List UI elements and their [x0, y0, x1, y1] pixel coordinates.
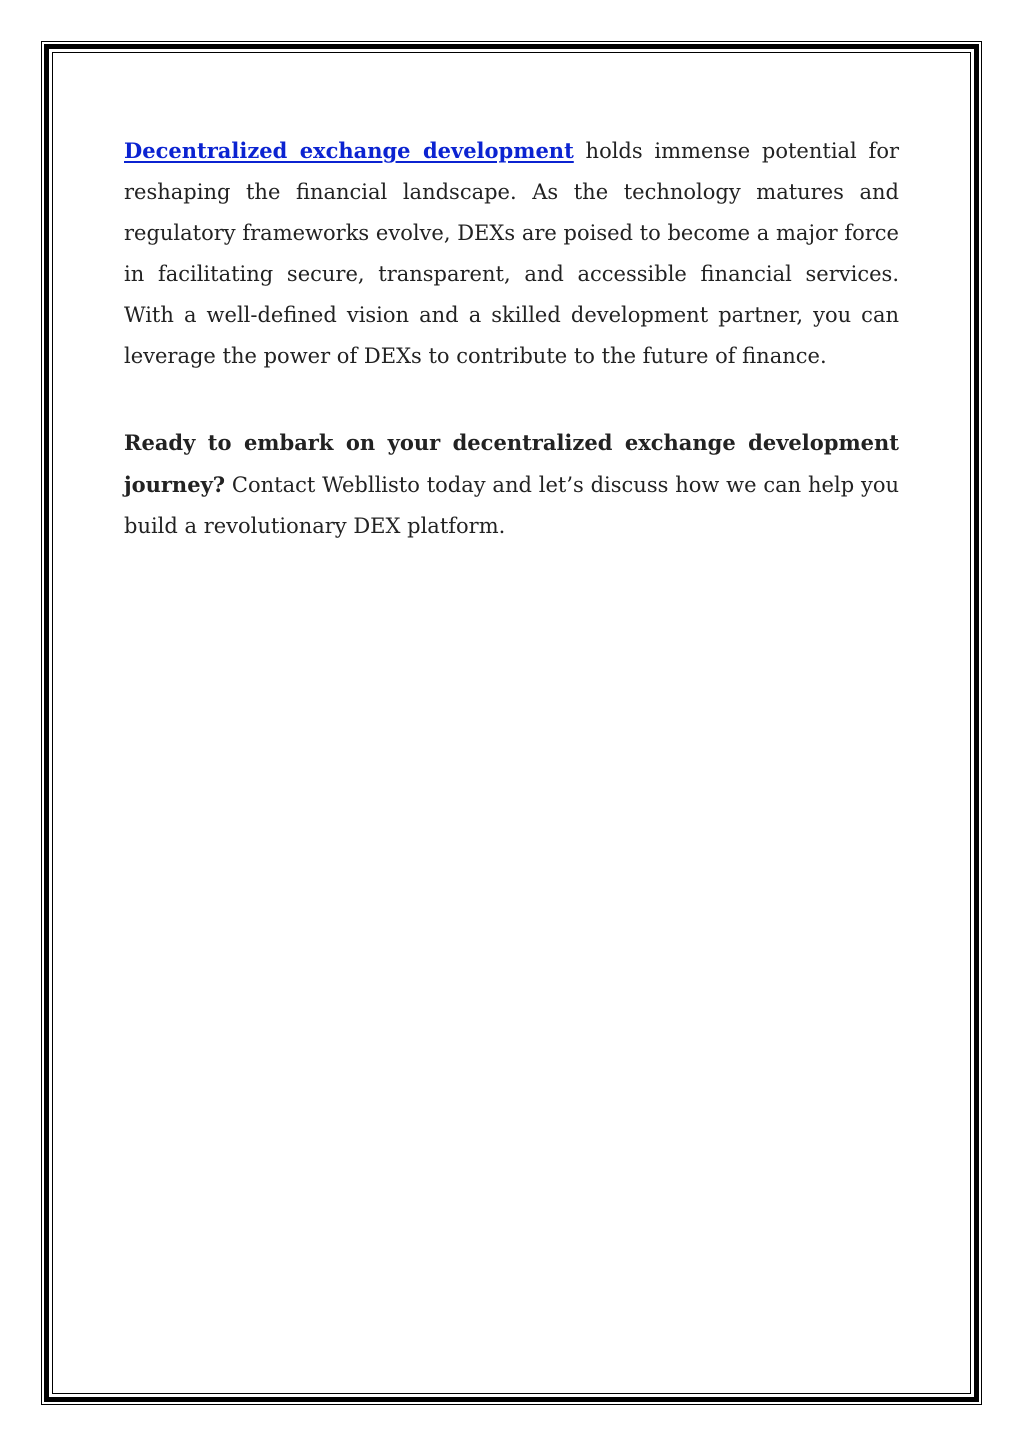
paragraph-dex-potential — [124, 130, 899, 377]
call-to-action-text: Contact Webllisto today and let’s discuss how we can help you build a revolutionary DEX platform. — [124, 473, 899, 538]
page-content — [124, 130, 899, 547]
call-to-action-heading: Ready to embark on your decentralized exchange development journey? — [124, 430, 899, 497]
paragraph-dex-potential-text: holds immense potential for reshaping the financial landscape. As the technology matures and regulatory frameworks evolve, DEXs are poised to become a major force in facilitating secure, transparent, and accessible financial services. With a well-defined vision and a skilled development partner, you can leverage the power of DEXs to contribute to the future of finance. — [124, 139, 899, 368]
dex-development-link[interactable]: Decentralized exchange development — [124, 138, 574, 163]
paragraph-call-to-action — [124, 422, 899, 547]
